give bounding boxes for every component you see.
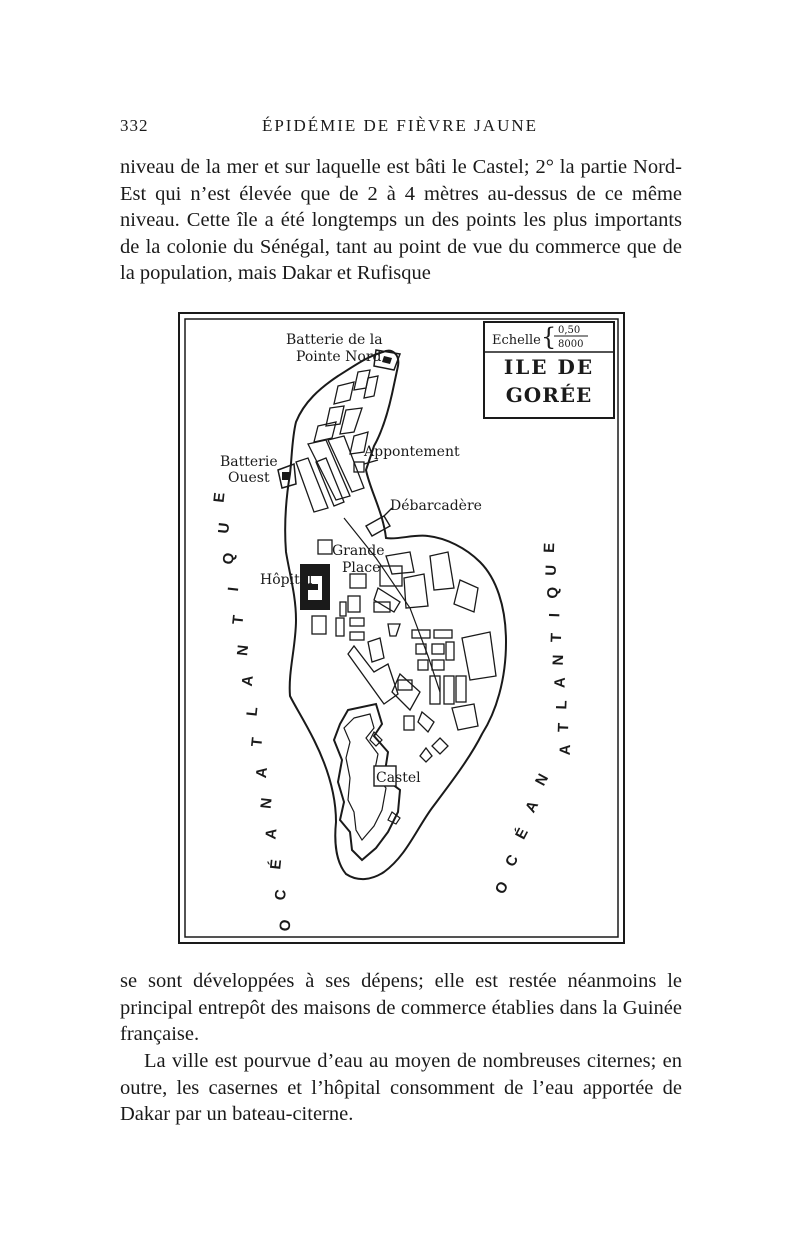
label-place: Place	[342, 560, 381, 576]
ocean-left-letter: T	[248, 736, 267, 748]
ocean-left-letter: N	[234, 644, 253, 657]
ocean-right-top-letter: T	[547, 632, 566, 643]
ocean-right-top-letter: Q	[544, 586, 562, 599]
scale-label: Echelle	[492, 333, 541, 348]
ocean-right-top-letter: A	[556, 744, 575, 756]
ocean-left-letter: C	[271, 888, 290, 902]
label-batterie-ouest-1: Batterie	[220, 454, 278, 470]
running-title: ÉPIDÉMIE DE FIÈVRE JAUNE	[261, 116, 539, 135]
ocean-left-letter: U	[215, 521, 234, 535]
label-appontement: Appontement	[364, 444, 460, 460]
map-cartouche	[484, 322, 614, 418]
map-title-line1: ILE DE	[503, 355, 595, 379]
map-figure	[178, 312, 625, 944]
ocean-left-letter: A	[262, 827, 281, 841]
scale-denominator: 8000	[558, 339, 584, 350]
label-grande: Grande	[332, 543, 385, 559]
ocean-right-top-letter: T	[555, 722, 573, 733]
ocean-label-right-atlantique	[541, 543, 574, 756]
ocean-right-bottom-letter: É	[512, 825, 532, 843]
ocean-right-top-letter: N	[549, 654, 568, 666]
ocean-left-letter: A	[238, 674, 257, 688]
ocean-left-letter: I	[224, 586, 243, 593]
page-header	[120, 116, 680, 140]
page-number: 332	[120, 116, 149, 135]
paragraph-2: se sont développées à ses dépens; elle est restée néanmoins le principal entrepôt des maisons de commerce établies dans la Guinée française.	[120, 970, 682, 1045]
label-batterie-ouest-2: Ouest	[228, 470, 270, 486]
island-outline	[285, 351, 506, 879]
ocean-right-top-letter: A	[551, 676, 569, 689]
ocean-left-letter: E	[210, 491, 229, 504]
paragraph-1: niveau de la mer et sur laquelle est bâti le Castel; 2° la partie Nord-Est qui n’est élevée que de 2 à 4 mètres au-dessus de ce même niveau. Cette île a été longtemps un des points les plus importants de la colonie du Sénégal, tant au point de vue du commerce que de la population, mais Dakar et Rufisque	[120, 156, 682, 284]
label-debarcadere: Débarcadère	[390, 498, 482, 514]
ocean-label-right-ocean	[492, 771, 552, 897]
ocean-left-letter: A	[252, 766, 271, 779]
west-battery	[278, 464, 296, 488]
scale-numerator: 0,50	[558, 325, 581, 336]
label-hopital: Hôpital	[260, 572, 313, 588]
label-batterie-nord-2: Pointe Nord	[296, 349, 382, 365]
ocean-label-left	[211, 492, 295, 933]
ocean-right-bottom-letter: N	[531, 771, 553, 789]
ocean-left-letter: É	[267, 858, 286, 871]
map-title-line2: GORÉE	[505, 383, 593, 407]
ocean-right-top-letter: I	[546, 612, 564, 618]
ocean-right-top-letter: E	[540, 542, 559, 554]
label-batterie-nord-1: Batterie de la	[286, 332, 383, 348]
ocean-left-letter: N	[257, 796, 276, 810]
ocean-right-bottom-letter: C	[501, 852, 523, 870]
ocean-left-letter: T	[229, 614, 248, 626]
ocean-right-bottom-letter: O	[491, 878, 513, 898]
ocean-left-letter: L	[243, 706, 262, 717]
ocean-left-letter: O	[276, 918, 295, 933]
scale-brace: {	[541, 323, 557, 351]
label-castel: Castel	[376, 770, 421, 786]
ocean-left-letter: Q	[219, 551, 238, 566]
north-arm-blocks	[296, 370, 378, 512]
ocean-right-top-letter: U	[542, 564, 560, 576]
ocean-right-top-letter: L	[553, 700, 571, 710]
ocean-right-bottom-letter: A	[521, 798, 543, 816]
town-blocks	[312, 540, 496, 762]
paragraph-3: La ville est pourvue d’eau au moyen de nombreuses citernes; en outre, les casernes et l’hôpital consomment de l’eau apportée de Dakar par un bateau-citerne.	[120, 1050, 682, 1125]
goree-map	[178, 312, 625, 944]
